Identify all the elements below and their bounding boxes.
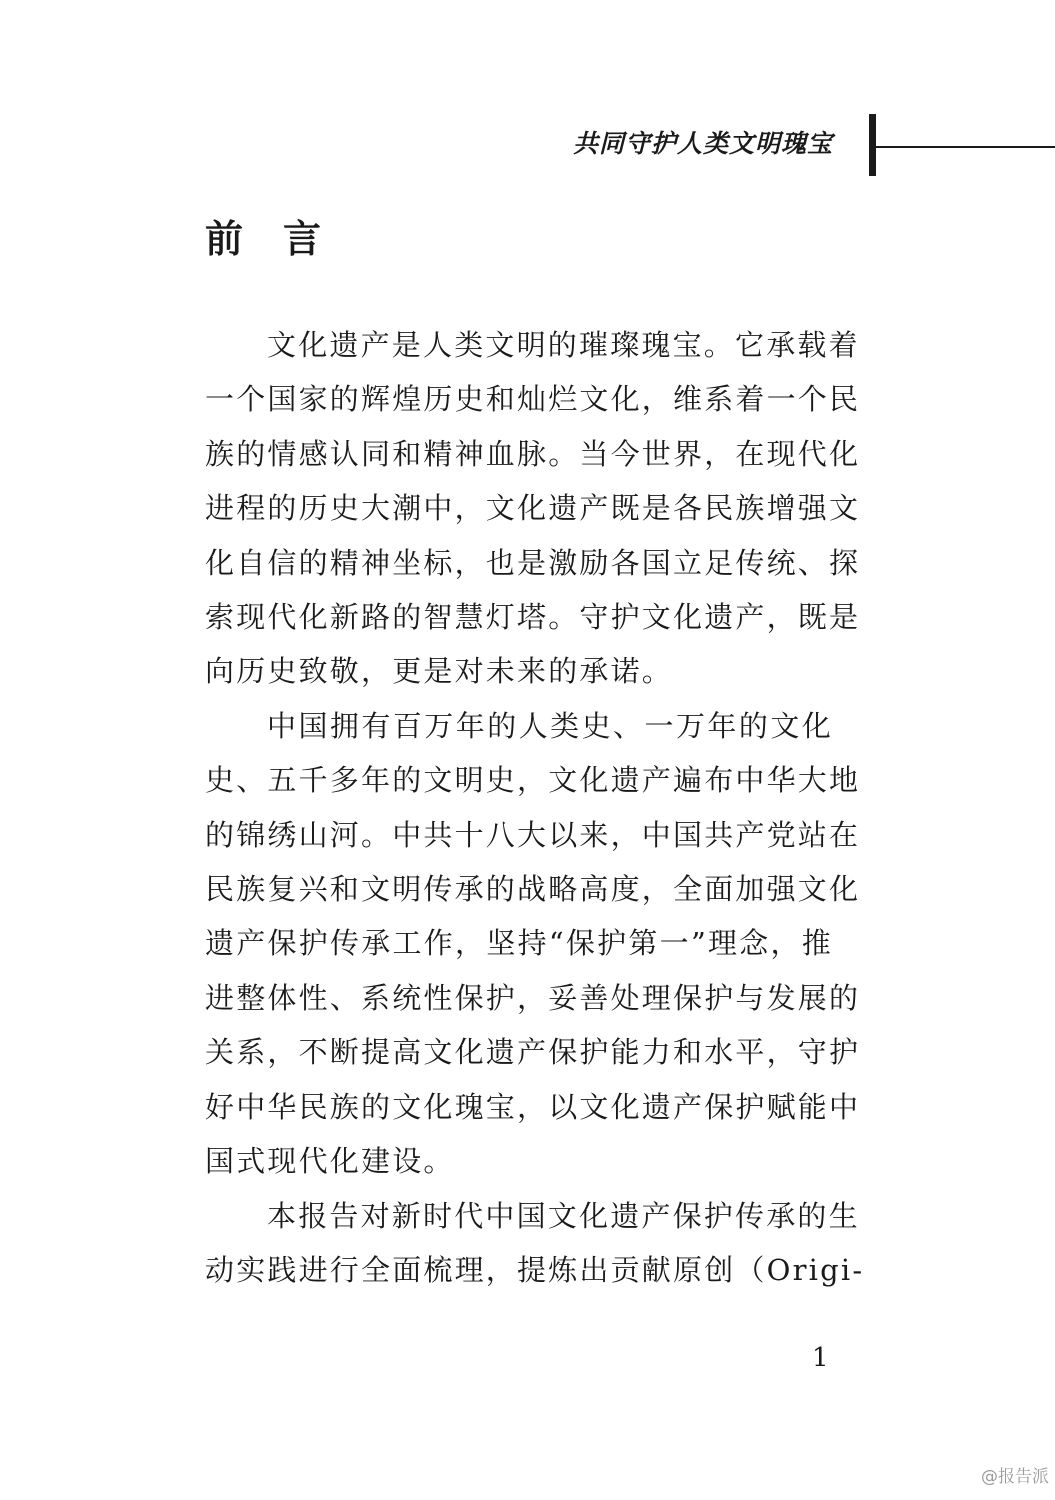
body-text [205,318,865,1297]
text-line: 遗产保护传承工作，坚持“保护第一”理念，推 [205,926,833,961]
running-header-title: 共同守护人类文明瑰宝 [572,129,833,158]
text-line: 索现代化新路的智慧灯塔。守护文化遗产，既是 [205,600,861,635]
text-line: 动实践进行全面梳理，提炼出贡献原创（Origi- [205,1252,865,1287]
paragraph-2 [205,699,861,1189]
page-number: 1 [812,1343,829,1373]
text-line: 文化遗产是人类文明的璀璨瑰宝。它承载着 [267,328,860,362]
paragraph-3 [205,1189,865,1298]
text-line: 本报告对新时代中国文化遗产保护传承的生 [267,1198,860,1233]
watermark: @报告派 [981,1467,1049,1487]
text-line: 民族复兴和文明传承的战略高度，全面加强文化 [205,872,861,907]
page-title: 前言 [205,216,362,261]
text-line: 好中华民族的文化瑰宝，以文化遗产保护赋能中 [205,1089,861,1124]
text-line: 族的情感认同和精神血脉。当今世界，在现代化 [205,436,861,471]
text-line: 国式现代化建设。 [205,1144,455,1179]
text-line: 的锦绣山河。中共十八大以来，中国共产党站在 [205,817,861,852]
text-line: 关系，不断提高文化遗产保护能力和水平，守护 [205,1035,861,1070]
text-line: 史、五千多年的文明史，文化遗产遍布中华大地 [205,763,861,798]
header-rule [876,146,1055,148]
text-line: 一个国家的辉煌历史和灿烂文化，维系着一个民 [205,382,861,417]
text-line: 向历史致敬，更是对未来的承诺。 [205,654,674,689]
text-line: 中国拥有百万年的人类史、一万年的文化 [267,708,833,743]
header-bar [869,114,876,176]
paragraph-1 [205,318,861,699]
text-line: 进程的历史大潮中，文化遗产既是各民族增强文 [205,491,861,526]
text-line: 化自信的精神坐标，也是激励各国立足传统、探 [205,545,861,580]
text-line: 进整体性、系统性保护，妥善处理保护与发展的 [205,980,861,1015]
